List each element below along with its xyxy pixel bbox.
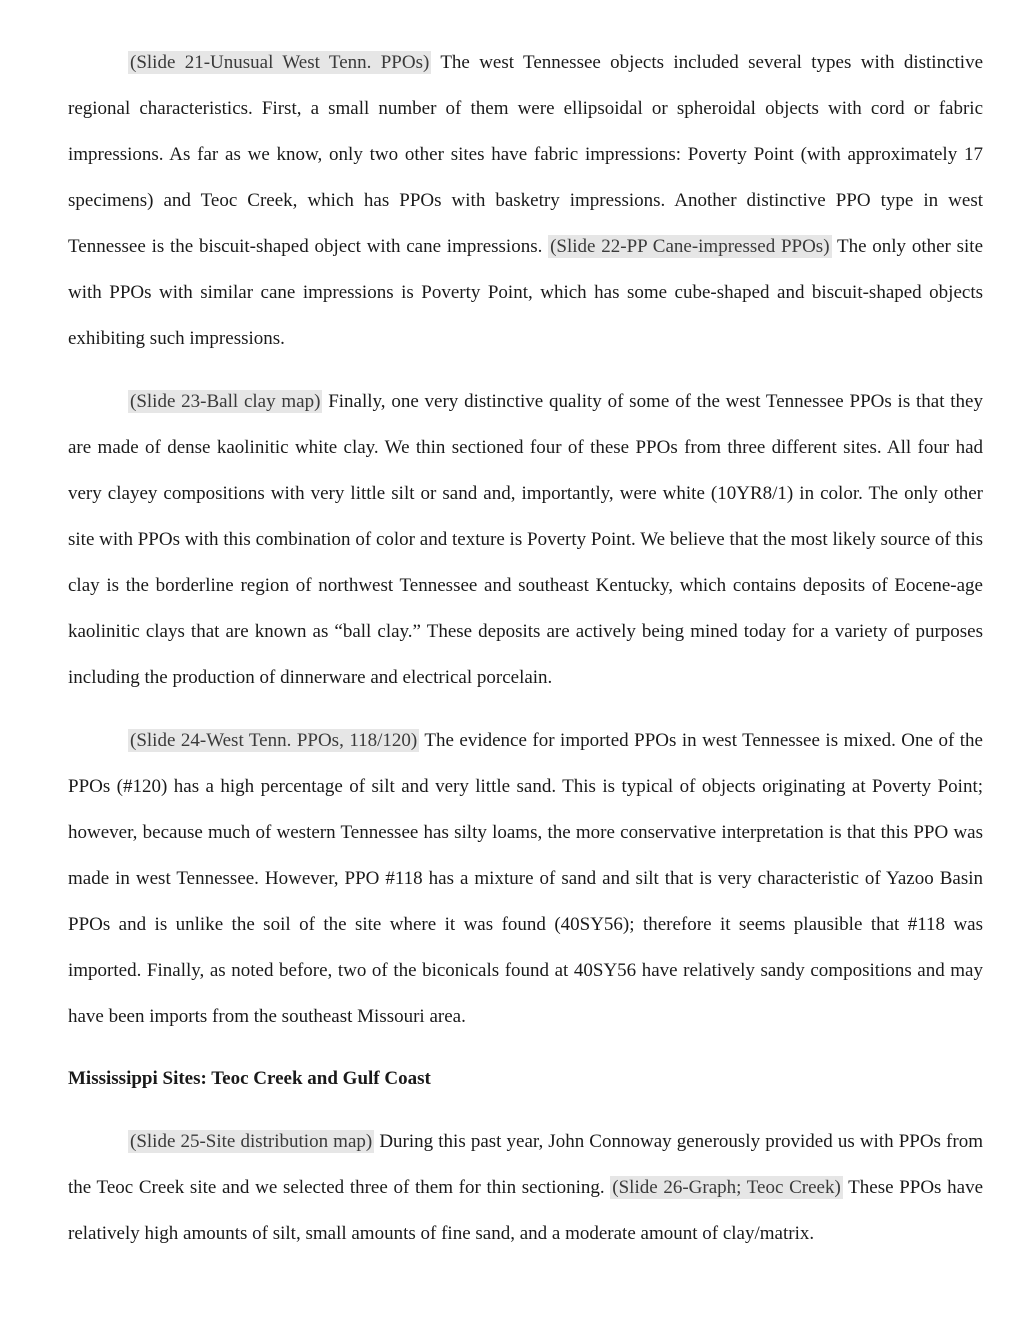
slide-reference: (Slide 23-Ball clay map) bbox=[130, 391, 321, 412]
paragraph-text: Finally, one very distinctive quality of some of the west Tennessee PPOs is that they are made of dense kaolinitic white clay. We thin sectioned four of these PPOs from three different sites. All four had very clayey compositions with very little silt or sand and, importantly, were white (10YR8/1) in color. The only other site with PPOs with this combination of color and texture is Poverty Point. We believe that the most likely source of this clay is the borderline region of northwest Tennessee and southeast Kentucky, which contains deposits of Eocene-age kaolinitic clays that are known as “ball clay.” These deposits are actively being mined today for a variety of purposes including the production of dinnerware and electrical porcelain. bbox=[68, 391, 983, 688]
paragraph-text: During this past year, John Connoway generously provided us with PPOs from the Teoc Creek site and we selected three of them for thin sectioning. bbox=[68, 1131, 983, 1198]
slide-reference: (Slide 22-PP Cane-impressed PPOs) bbox=[550, 236, 830, 257]
paragraph-imported-ppos bbox=[68, 718, 983, 1040]
slide-reference: (Slide 21-Unusual West Tenn. PPOs) bbox=[130, 52, 430, 73]
paragraph-text: The evidence for imported PPOs in west Tennessee is mixed. One of the PPOs (#120) has a high percentage of silt and very little sand. This is typical of objects originating at Poverty Point; however, because much of western Tennessee has silty loams, the more conservative interpretation is that this PPO was made in west Tennessee. However, PPO #118 has a mixture of sand and silt that is very characteristic of Yazoo Basin PPOs and is unlike the soil of the site where it was found (40SY56); therefore it seems plausible that #118 was imported. Finally, as noted before, two of the biconicals found at 40SY56 have relatively sandy compositions and may have been imports from the southeast Missouri area. bbox=[68, 730, 983, 1027]
document-page bbox=[68, 40, 983, 1257]
slide-reference: (Slide 25-Site distribution map) bbox=[130, 1131, 373, 1152]
paragraph-unusual-west-tenn bbox=[68, 40, 983, 362]
paragraph-text: These PPOs have relatively high amounts of silt, small amounts of fine sand, and a moderate amount of clay/matrix. bbox=[68, 1177, 984, 1244]
paragraph-text: The west Tennessee objects included several types with distinctive regional characteristics. First, a small number of them were ellipsoidal or spheroidal objects with cord or fabric impressions. As far as we know, only two other sites have fabric impressions: Poverty Point (with approximately 17 specimens) and Teoc Creek, which has PPOs with basketry impressions. Another distinctive PPO type in west Tennessee is the biscuit-shaped object with cane impressions. bbox=[68, 52, 983, 257]
slide-reference: (Slide 26-Graph; Teoc Creek) bbox=[612, 1177, 841, 1198]
paragraph-teoc-creek bbox=[68, 1119, 983, 1257]
paragraph-ball-clay bbox=[68, 379, 983, 701]
section-heading: Mississippi Sites: Teoc Creek and Gulf Coast bbox=[68, 1068, 431, 1089]
slide-reference: (Slide 24-West Tenn. PPOs, 118/120) bbox=[130, 730, 418, 751]
paragraph-text: The only other site with PPOs with similar cane impressions is Poverty Point, which has some cube-shaped and biscuit-shaped objects exhibiting such impressions. bbox=[68, 236, 984, 349]
